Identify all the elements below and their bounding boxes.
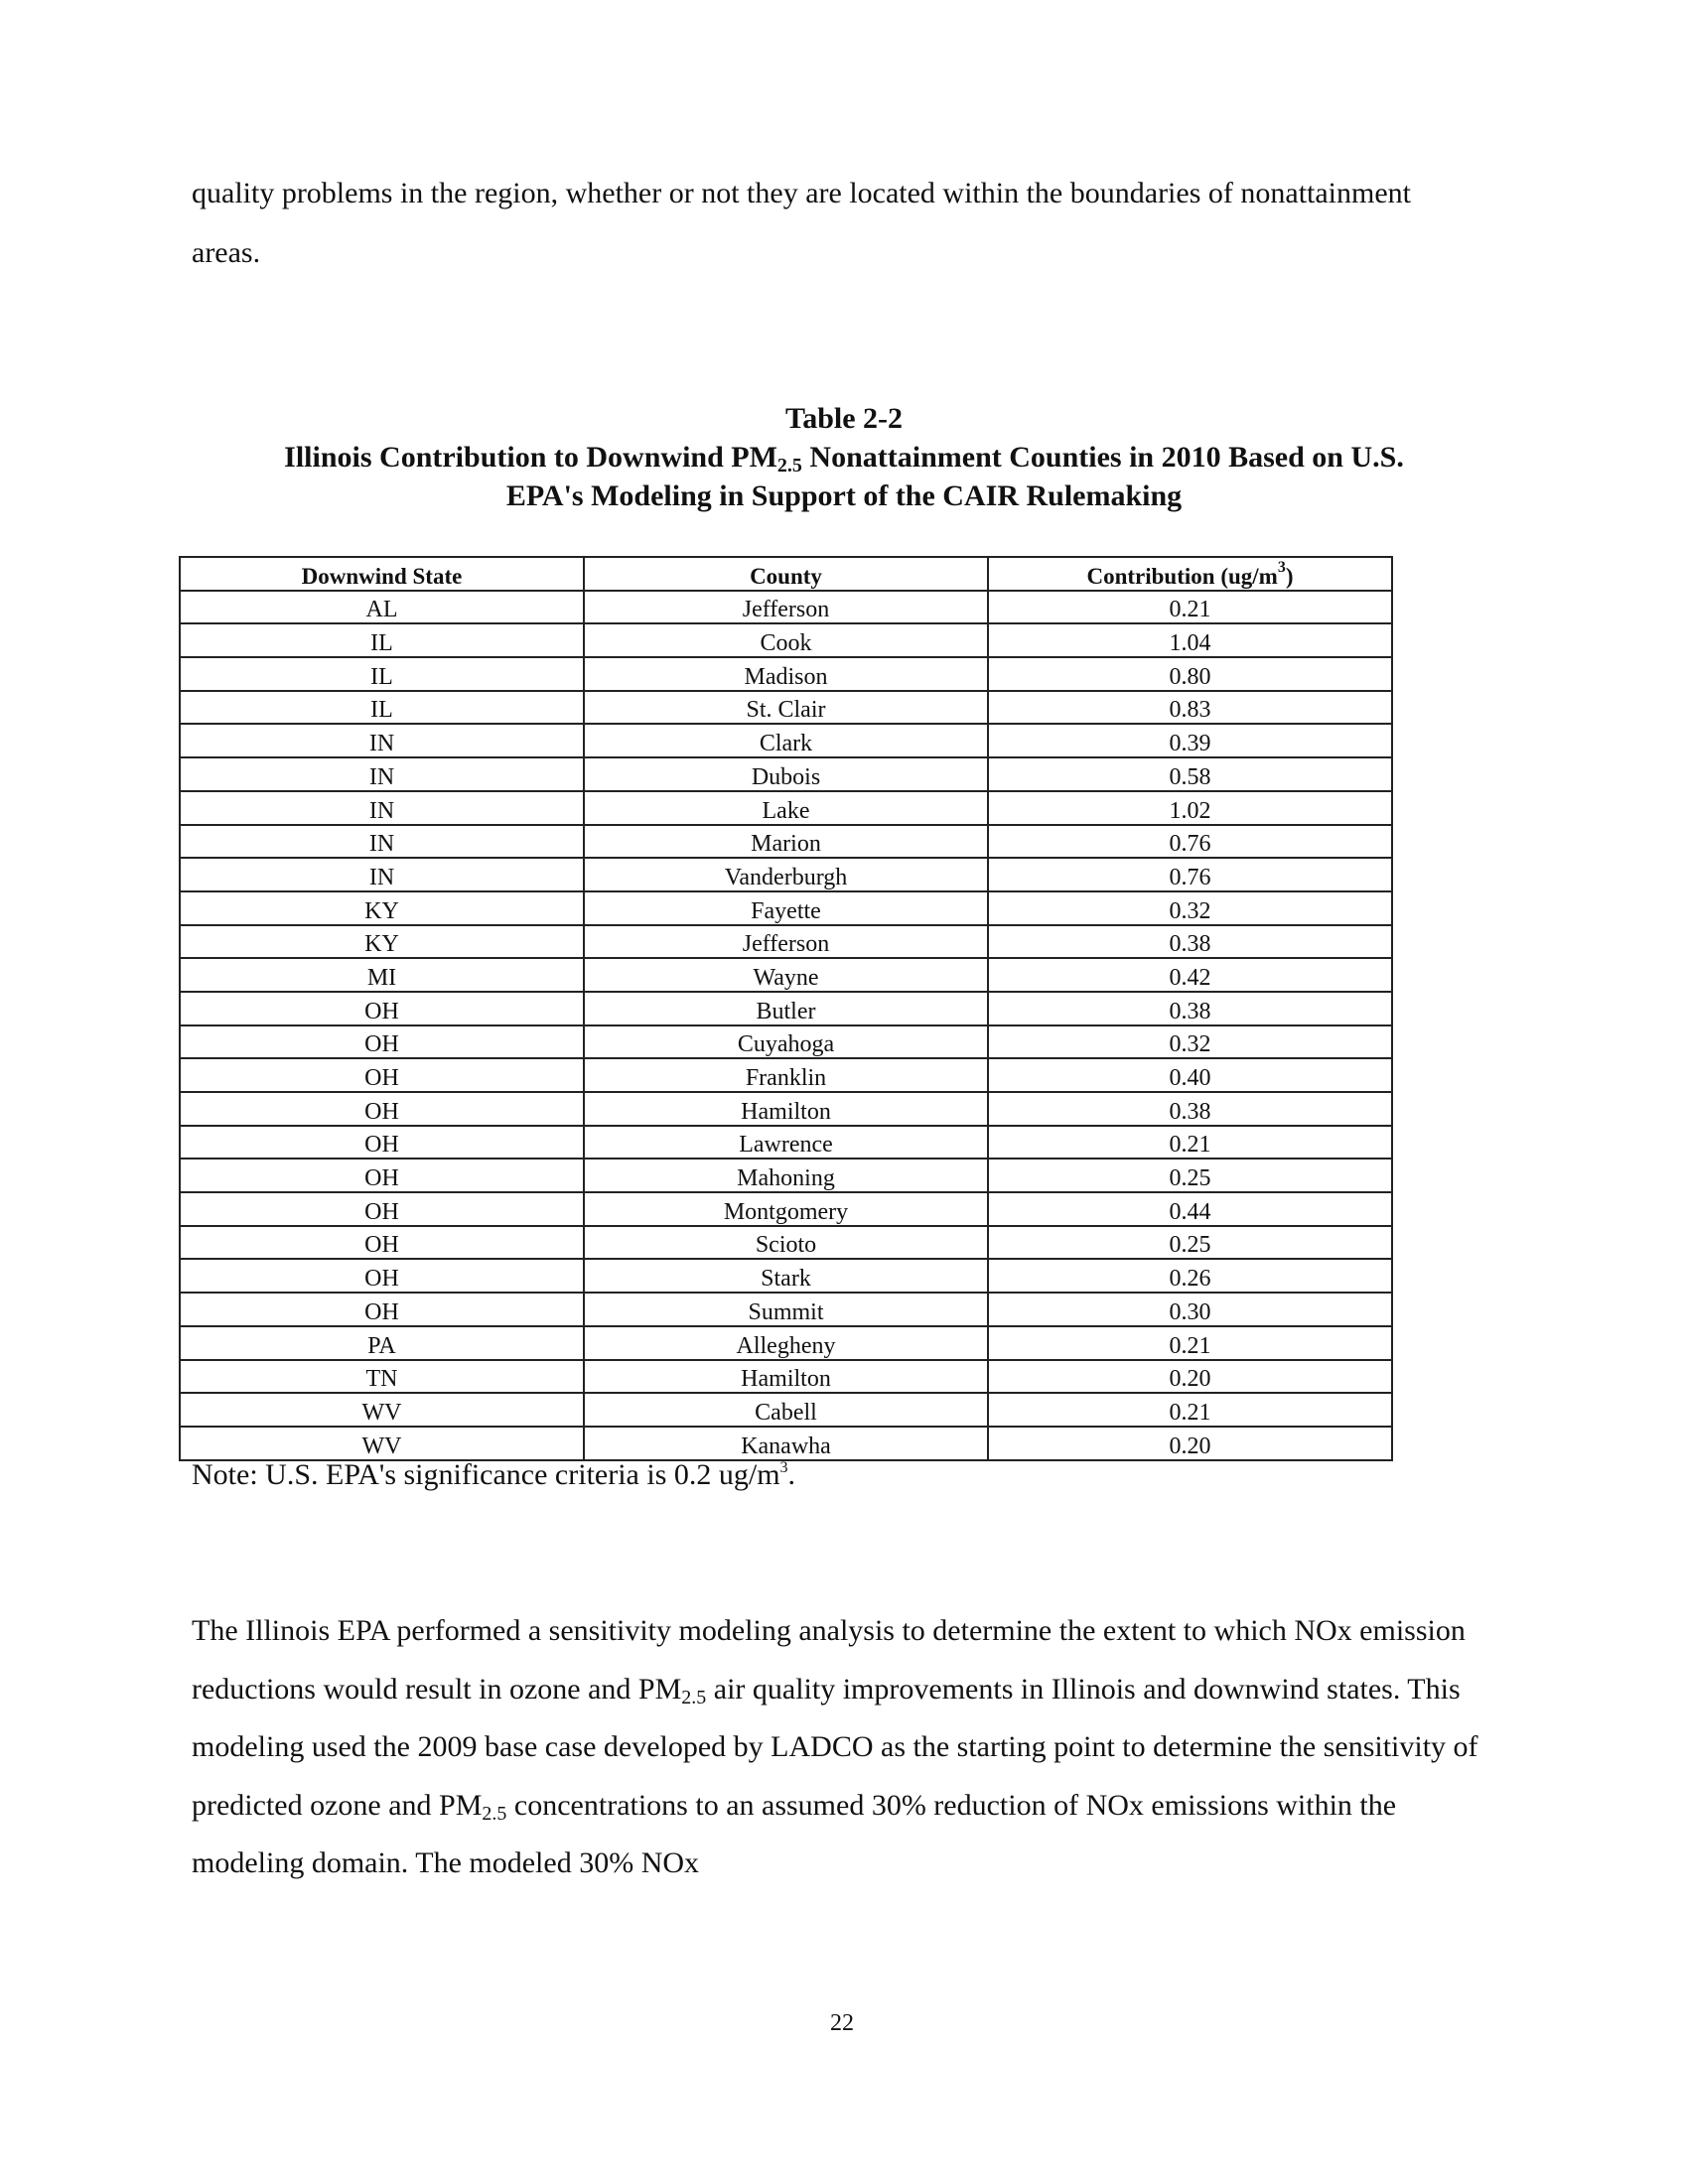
cell-county: Allegheny	[584, 1326, 988, 1360]
body-paragraph-part1: The Illinois EPA performed a sensitivity modeling analysis to determine the extent to which NOx emission reductions would result in ozone and PM	[192, 1614, 1466, 1706]
cell-county: Montgomery	[584, 1192, 988, 1226]
cell-contribution: 0.20	[988, 1427, 1392, 1460]
cell-downwind-state: OH	[180, 1192, 584, 1226]
cell-contribution: 0.21	[988, 1393, 1392, 1427]
cell-downwind-state: TN	[180, 1360, 584, 1394]
cell-downwind-state: IN	[180, 791, 584, 825]
body-paragraph	[192, 1602, 1492, 1893]
table-row	[180, 1226, 1392, 1260]
cell-county: Cook	[584, 623, 988, 657]
note-superscript: 3	[779, 1459, 788, 1476]
cell-county: St. Clair	[584, 691, 988, 725]
cell-county: Madison	[584, 657, 988, 691]
cell-county: Dubois	[584, 757, 988, 791]
note-end: .	[787, 1458, 796, 1491]
cell-downwind-state: OH	[180, 1058, 584, 1092]
cell-contribution: 0.32	[988, 891, 1392, 925]
table-row	[180, 1427, 1392, 1460]
table-row	[180, 992, 1392, 1025]
table-row	[180, 1393, 1392, 1427]
cell-county: Scioto	[584, 1226, 988, 1260]
cell-contribution: 0.39	[988, 724, 1392, 757]
cell-downwind-state: KY	[180, 891, 584, 925]
cell-county: Fayette	[584, 891, 988, 925]
table-body	[180, 591, 1392, 1460]
table-caption	[149, 399, 1539, 515]
table-row	[180, 691, 1392, 725]
cell-county: Hamilton	[584, 1092, 988, 1126]
body-paragraph-subscript2: 2.5	[482, 1802, 507, 1825]
table-row	[180, 791, 1392, 825]
cell-downwind-state: OH	[180, 1293, 584, 1326]
cell-downwind-state: PA	[180, 1326, 584, 1360]
table-label: Table 2-2	[784, 402, 904, 435]
cell-county: Marion	[584, 825, 988, 859]
cell-county: Cuyahoga	[584, 1025, 988, 1059]
cell-county: Summit	[584, 1293, 988, 1326]
cell-downwind-state: AL	[180, 591, 584, 624]
cell-downwind-state: OH	[180, 1259, 584, 1293]
cell-contribution: 0.21	[988, 591, 1392, 624]
table-row	[180, 1326, 1392, 1360]
cell-downwind-state: MI	[180, 958, 584, 992]
cell-downwind-state: OH	[180, 1126, 584, 1160]
table-note	[192, 1457, 795, 1493]
cell-contribution: 0.26	[988, 1259, 1392, 1293]
table-header-row	[180, 557, 1392, 591]
cell-contribution: 0.83	[988, 691, 1392, 725]
contribution-table	[179, 556, 1393, 1461]
cell-county: Clark	[584, 724, 988, 757]
cell-contribution: 0.40	[988, 1058, 1392, 1092]
cell-county: Lawrence	[584, 1126, 988, 1160]
cell-downwind-state: WV	[180, 1393, 584, 1427]
cell-county: Vanderburgh	[584, 858, 988, 891]
table-title-part2: Nonattainment Counties in 2010 Based on U.S.	[801, 441, 1404, 474]
table-row	[180, 958, 1392, 992]
cell-county: Hamilton	[584, 1360, 988, 1394]
cell-contribution: 1.04	[988, 623, 1392, 657]
cell-contribution: 0.80	[988, 657, 1392, 691]
table-row	[180, 1259, 1392, 1293]
cell-county: Cabell	[584, 1393, 988, 1427]
note-text: Note: U.S. EPA's significance criteria is 0.2 ug/m	[192, 1458, 780, 1491]
table-row	[180, 623, 1392, 657]
cell-downwind-state: OH	[180, 1092, 584, 1126]
table-row	[180, 657, 1392, 691]
cell-contribution: 0.44	[988, 1192, 1392, 1226]
cell-county: Kanawha	[584, 1427, 988, 1460]
body-paragraph-subscript1: 2.5	[681, 1686, 707, 1708]
cell-contribution: 0.30	[988, 1293, 1392, 1326]
cell-contribution: 0.32	[988, 1025, 1392, 1059]
table-title-part1: Illinois Contribution to Downwind PM	[284, 441, 777, 474]
cell-contribution: 0.58	[988, 757, 1392, 791]
cell-downwind-state: IN	[180, 825, 584, 859]
table-row	[180, 1159, 1392, 1192]
cell-county: Franklin	[584, 1058, 988, 1092]
header-contribution	[988, 557, 1392, 591]
cell-contribution: 1.02	[988, 791, 1392, 825]
header-county: County	[584, 557, 988, 591]
table-row	[180, 1092, 1392, 1126]
body-paragraph-part3: concentrations to an assumed 30% reduction of NOx emissions within the modeling domain. The modeled 30% NOx	[192, 1788, 1397, 1879]
table-title-line1	[149, 438, 1539, 477]
cell-downwind-state: IN	[180, 757, 584, 791]
page-number: 22	[830, 2010, 854, 2036]
cell-downwind-state: IL	[180, 657, 584, 691]
table-row	[180, 724, 1392, 757]
cell-downwind-state: OH	[180, 1159, 584, 1192]
cell-downwind-state: IL	[180, 691, 584, 725]
table-row	[180, 1192, 1392, 1226]
cell-contribution: 0.76	[988, 858, 1392, 891]
cell-downwind-state: OH	[180, 992, 584, 1025]
cell-downwind-state: WV	[180, 1427, 584, 1460]
table-row	[180, 757, 1392, 791]
cell-county: Jefferson	[584, 925, 988, 959]
cell-contribution: 0.38	[988, 1092, 1392, 1126]
cell-county: Wayne	[584, 958, 988, 992]
intro-paragraph: quality problems in the region, whether or not they are located within the boundaries of nonattainment areas.	[192, 177, 1411, 269]
table-row	[180, 825, 1392, 859]
cell-contribution: 0.42	[988, 958, 1392, 992]
table-row	[180, 1293, 1392, 1326]
cell-county: Stark	[584, 1259, 988, 1293]
cell-county: Lake	[584, 791, 988, 825]
table-row	[180, 1360, 1392, 1394]
cell-downwind-state: OH	[180, 1025, 584, 1059]
table-row	[180, 858, 1392, 891]
header-downwind-state: Downwind State	[180, 557, 584, 591]
header-contribution-close: )	[1285, 563, 1294, 589]
table-row	[180, 925, 1392, 959]
cell-downwind-state: OH	[180, 1226, 584, 1260]
cell-contribution: 0.38	[988, 992, 1392, 1025]
cell-contribution: 0.76	[988, 825, 1392, 859]
cell-contribution: 0.25	[988, 1226, 1392, 1260]
cell-downwind-state: IN	[180, 724, 584, 757]
cell-downwind-state: KY	[180, 925, 584, 959]
cell-downwind-state: IN	[180, 858, 584, 891]
cell-county: Butler	[584, 992, 988, 1025]
cell-contribution: 0.25	[988, 1159, 1392, 1192]
table-row	[180, 1126, 1392, 1160]
table-title-line2: EPA's Modeling in Support of the CAIR Rulemaking	[505, 479, 1183, 512]
cell-contribution: 0.21	[988, 1126, 1392, 1160]
cell-county: Mahoning	[584, 1159, 988, 1192]
table-row	[180, 1025, 1392, 1059]
cell-downwind-state: IL	[180, 623, 584, 657]
cell-county: Jefferson	[584, 591, 988, 624]
cell-contribution: 0.20	[988, 1360, 1392, 1394]
body-paragraph-part2: air quality improvements in Illinois and downwind states. This modeling used the 2009 base case developed by LADCO as the starting point to determine the sensitivity of predicted ozone and PM	[192, 1672, 1478, 1822]
table-title-subscript: 2.5	[776, 455, 802, 477]
table-row	[180, 891, 1392, 925]
header-contribution-text: Contribution (ug/m	[1086, 563, 1278, 589]
cell-contribution: 0.38	[988, 925, 1392, 959]
table-row	[180, 1058, 1392, 1092]
table-row	[180, 591, 1392, 624]
cell-contribution: 0.21	[988, 1326, 1392, 1360]
header-contribution-superscript: 3	[1277, 558, 1286, 576]
